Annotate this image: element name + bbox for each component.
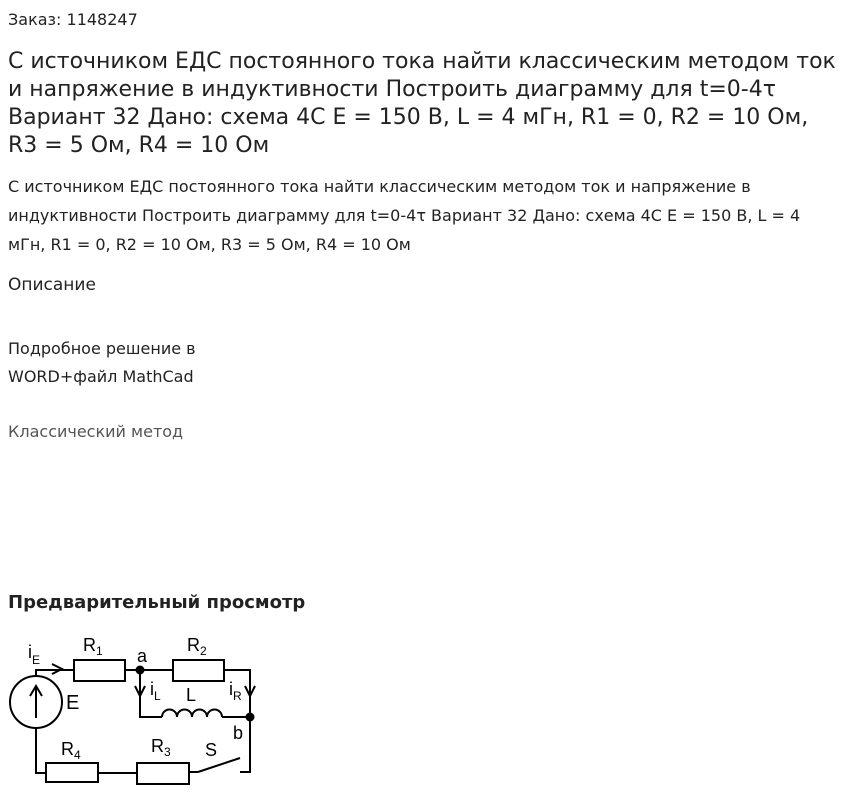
description-heading: Описание [8,275,96,295]
inductor-icon [162,710,222,717]
description-body: Подробное решение в WORD+файл MathCad [8,339,196,386]
order-number: Заказ: 1148247 [8,10,138,29]
label-node-b: b [233,723,244,743]
label-r2: $R_2$ [187,635,207,658]
page-title: С источником ЕДС постоянного тока найти классическим методом ток и напряжение в индуктивности Построить диаграмму для t=0-4τ Вариант 32 Дано: схема 4С E = 150 В, L = 4 мГн, R1 = 0, R2 = 10 Ом, R3 = 5 Ом, R4 = 10 Ом [8,49,836,158]
node-a-dot [136,666,145,675]
node-b-dot [246,713,255,722]
label-il: $i_L$ [150,679,161,703]
short-description: С источником ЕДС постоянного тока найти классическим методом ток и напряжение в индуктивности Построить диаграмму для t=0-4τ Вариант 32 Дано: схема 4С E = 150 В, L = 4 мГн, R1 = 0, R2 = 10 Ом, R3 = 5 Ом, R4 = 10 Ом [8,177,801,254]
method-link[interactable]: Классический метод [8,422,184,441]
resistor-r2-icon [173,660,224,681]
label-inductor: L [186,685,197,705]
label-r3: $R_3$ [151,736,171,759]
label-ie: $i_E$ [28,642,41,667]
resistor-r1-icon [74,660,125,681]
preview-heading: Предварительный просмотр [8,592,306,613]
label-switch: S [205,740,218,760]
label-r4: $R_4$ [61,739,81,762]
resistor-r4-icon [46,763,98,782]
label-r1: $R_1$ [83,635,103,658]
resistor-r3-icon [137,763,189,784]
circuit-schematic-image [0,628,270,788]
label-ir: $i_R$ [229,679,242,703]
label-node-a: a [137,646,148,666]
label-emf: E [66,692,80,714]
